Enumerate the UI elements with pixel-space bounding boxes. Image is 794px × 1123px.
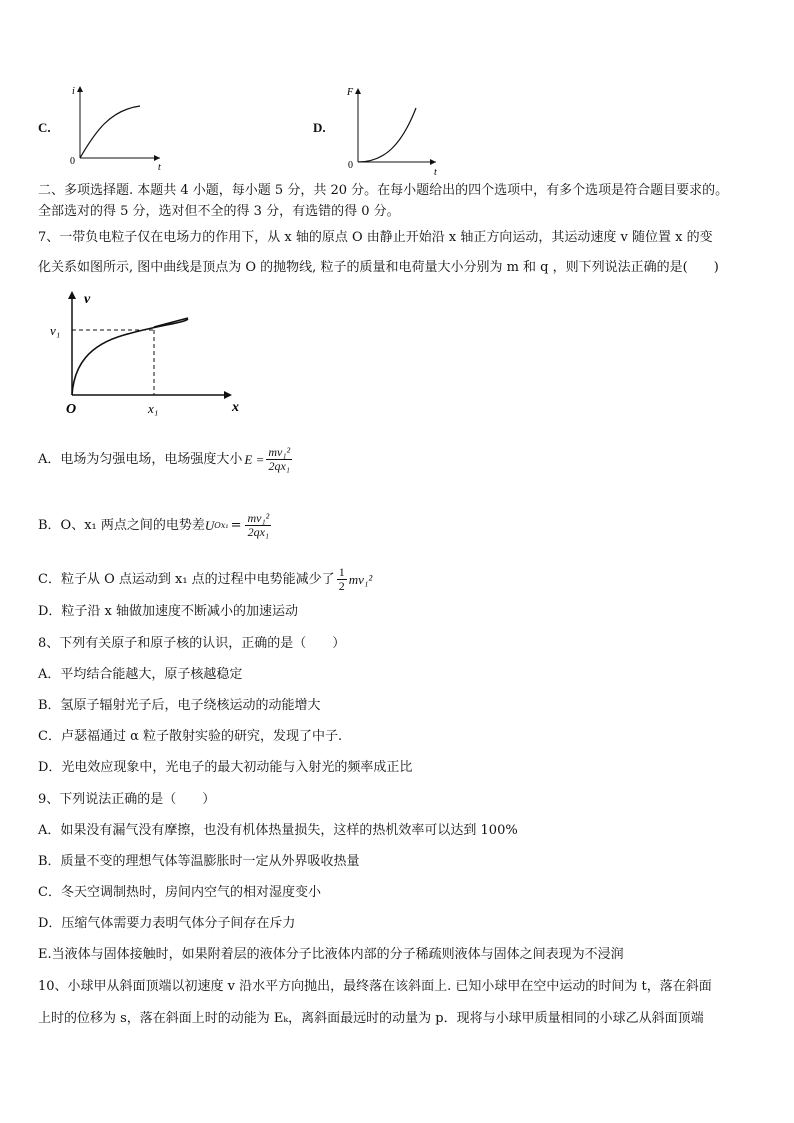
curve <box>80 106 140 158</box>
v1-label: v₁ <box>50 323 61 338</box>
q9-option-a: A．如果没有漏气没有摩擦，也没有机体热量损失，这样的热机效率可以达到 100% <box>38 823 518 838</box>
option-d-graph <box>340 82 450 177</box>
q7-option-b-fraction <box>245 512 271 539</box>
q7-option-b-text: B．O、x₁ 两点之间的电势差 <box>38 517 205 533</box>
q9-option-b: B．质量不变的理想气体等温膨胀时一定从外界吸收热量 <box>38 854 360 869</box>
q10-stem-line-1: 10、小球甲从斜面顶端以初速度 v 沿水平方向抛出，最终落在该斜面上. 已知小球甲在空中运动的时间为 t，落在斜面 <box>38 979 712 994</box>
section-heading-cont: 全部选对的得 5 分，选对但不全的得 3 分，有选错的得 0 分。 <box>38 204 400 219</box>
q9-stem: 9、下列说法正确的是（ ） <box>38 792 216 807</box>
frac-numerator: mv₁² <box>268 445 291 459</box>
q7-option-c-text: C．粒子从 O 点运动到 x₁ 点的过程中电势能减少了 <box>38 571 335 587</box>
frac-denominator: 2 <box>338 579 345 593</box>
q10-stem-line-2: 上时的位移为 s，落在斜面上时的动能为 Eₖ，离斜面最远时的动量为 p．现将与小球甲质量相同的小球乙从斜面顶端 <box>38 1011 704 1026</box>
q7-option-a <box>38 446 294 473</box>
q7-v-x-graph <box>44 285 244 420</box>
q8-option-b: B．氢原子辐射光子后，电子绕核运动的动能增大 <box>38 698 321 713</box>
q8-option-d: D．光电效应现象中，光电子的最大初动能与入射光的频率成正比 <box>38 760 413 775</box>
frac-numerator: 1 <box>338 565 345 579</box>
q7-option-b-lhs: U <box>204 517 215 533</box>
q7-stem-line-1: 7、一带负电粒子仅在电场力的作用下，从 x 轴的原点 O 由静止开始沿 x 轴正方向运动，其运动速度 v 随位置 x 的变 <box>38 230 713 245</box>
q7-option-a-fraction <box>266 446 292 473</box>
x-axis-label: t <box>158 162 161 172</box>
x-axis-label: t <box>434 167 437 177</box>
x-axis-label: x <box>232 400 239 415</box>
x1-label: x₁ <box>148 401 159 416</box>
q7-stem-line-2: 化关系如图所示, 图中曲线是顶点为 O 的抛物线, 粒子的质量和电荷量大小分别为 m 和 q ，则下列说法正确的是( ) <box>38 260 719 275</box>
q9-option-e: E.当液体与固体接触时，如果附着层的液体分子比液体内部的分子稀疏则液体与固体之间表现为不浸润 <box>38 947 624 962</box>
option-c-label: C. <box>38 120 51 135</box>
frac-denominator: 2qx₁ <box>247 525 270 539</box>
option-d-label: D. <box>313 120 326 135</box>
frac-numerator: mv₁² <box>247 511 270 525</box>
origin-label: 0 <box>348 160 353 171</box>
q7-option-b-sub: Ox₁ <box>214 520 229 530</box>
q7-option-a-lhs: E = <box>244 451 265 467</box>
q8-option-c: C．卢瑟福通过 α 粒子散射实验的研究，发现了中子. <box>38 729 343 744</box>
y-axis-label: F <box>347 87 354 98</box>
q7-option-c <box>38 566 372 593</box>
section-heading: 二、多项选择题. 本题共 4 小题，每小题 5 分，共 20 分。在每小题给出的四个选项中，有多个选项是符合题目要求的。 <box>38 183 729 198</box>
frac-denominator: 2qx₁ <box>268 459 290 473</box>
origin-label: 0 <box>70 156 75 167</box>
origin-label: O <box>66 402 77 417</box>
q8-stem: 8、下列有关原子和原子核的认识，正确的是（ ） <box>38 636 346 651</box>
q7-option-d: D．粒子沿 x 轴做加速度不断减小的加速运动 <box>38 604 299 619</box>
q7-option-c-tail: mv₁² <box>348 571 373 587</box>
q7-option-b: B．O、x₁ 两点之间的电势差 U Ox₁ = $\frac{\text{mv₁²}}{\text{2qx₁}}$ <box>38 511 270 539</box>
q7-option-c-fraction <box>337 566 347 593</box>
q7-option-a-text: A．电场为匀强电场，电场强度大小 <box>38 451 243 467</box>
y-axis-label: i <box>72 86 75 97</box>
option-c-graph <box>60 82 170 172</box>
y-axis-label: v <box>84 292 91 307</box>
curve <box>358 108 416 162</box>
q9-option-c: C．冬天空调制热时，房间内空气的相对湿度变小 <box>38 885 321 900</box>
q8-option-a: A．平均结合能越大，原子核越稳定 <box>38 667 243 682</box>
q9-option-d: D．压缩气体需要力表明气体分子间存在斥力 <box>38 916 296 931</box>
